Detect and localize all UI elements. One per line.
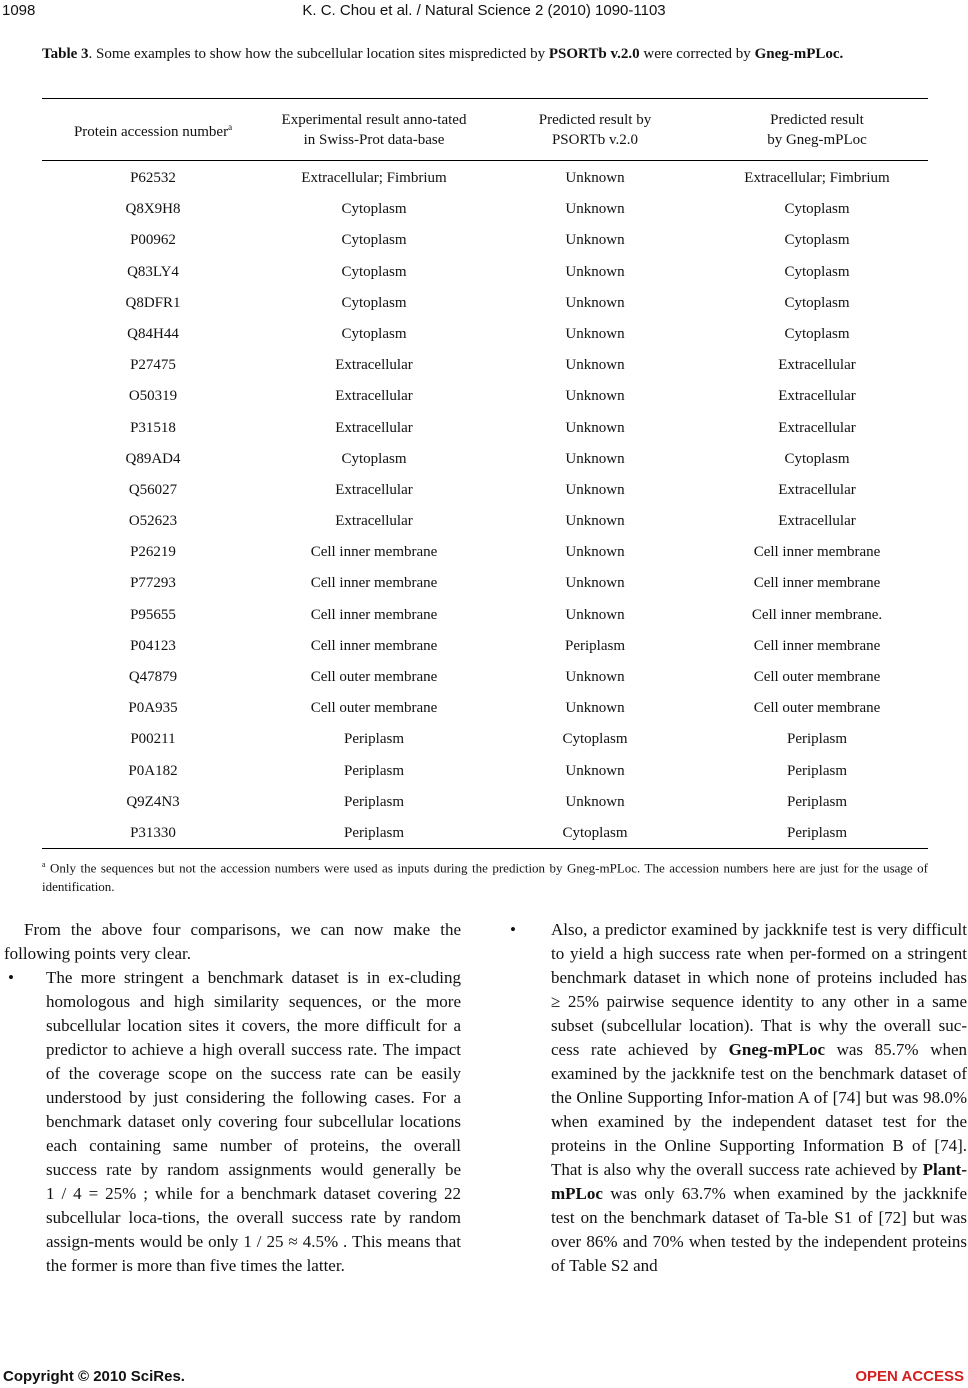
cell-gneg: Cell outer membrane bbox=[753, 700, 881, 717]
cell-accession: Q9Z4N3 bbox=[126, 793, 180, 810]
caption-label: Table 3 bbox=[42, 46, 89, 62]
bullet-dot-icon: • bbox=[8, 968, 14, 987]
cell-psortb: Unknown bbox=[565, 544, 625, 561]
cell-accession: P62532 bbox=[130, 170, 176, 186]
bullet-item-1 bbox=[4, 966, 461, 1278]
caption-text-b: were corrected by bbox=[639, 46, 755, 62]
cell-experimental: Extracellular bbox=[335, 388, 413, 405]
cell-gneg: Cytoplasm bbox=[784, 201, 850, 218]
cell-accession: P26219 bbox=[130, 544, 176, 561]
table-row bbox=[42, 381, 928, 412]
table-row bbox=[42, 756, 928, 787]
header-accession-sup: a bbox=[228, 122, 233, 132]
cell-gneg: Cytoplasm bbox=[784, 294, 850, 311]
cell-gneg: Extracellular bbox=[778, 419, 856, 436]
cell-psortb: Unknown bbox=[565, 575, 625, 592]
header-psortb: Predicted result by PSORTb v.2.0 bbox=[538, 111, 652, 148]
cell-psortb: Unknown bbox=[565, 481, 625, 498]
cell-gneg: Cytoplasm bbox=[784, 232, 850, 249]
cell-psortb: Unknown bbox=[565, 232, 625, 249]
table-row bbox=[42, 444, 928, 475]
cell-experimental: Extracellular bbox=[335, 357, 413, 374]
cell-gneg: Cell inner membrane bbox=[753, 637, 881, 654]
table-row bbox=[42, 257, 928, 288]
cell-accession: O50319 bbox=[128, 388, 178, 405]
cell-psortb: Cytoplasm bbox=[562, 824, 628, 841]
table-row bbox=[42, 662, 928, 693]
page-header bbox=[0, 2, 968, 24]
table-row bbox=[42, 568, 928, 599]
header-experimental: Experimental result anno-tated in Swiss-Prot data-base bbox=[281, 111, 467, 148]
cell-experimental: Periplasm bbox=[344, 762, 404, 779]
cell-accession: P31518 bbox=[130, 419, 176, 436]
cell-experimental: Cytoplasm bbox=[341, 450, 407, 467]
cell-experimental: Cell inner membrane bbox=[310, 575, 438, 592]
header-gneg: Predicted result by Gneg-mPLoc bbox=[767, 111, 867, 148]
table-row bbox=[42, 413, 928, 444]
cell-accession: Q84H44 bbox=[127, 325, 179, 342]
cell-gneg: Cell inner membrane bbox=[753, 575, 881, 592]
cell-psortb: Unknown bbox=[565, 419, 625, 436]
table-row bbox=[42, 537, 928, 568]
bullet2-text-a: Also, a predictor examined by jackknife test is very difficult to yield a high success rate when per-formed on a stringent benchmark dataset in which none of proteins included has bbox=[551, 920, 967, 987]
cell-gneg: Cytoplasm bbox=[784, 263, 850, 280]
bullet-item-2 bbox=[500, 918, 967, 1278]
cell-experimental: Cell inner membrane bbox=[310, 606, 438, 623]
bullet2-text-d: was only 63.7% when examined by the jackknife test on the benchmark dataset of Ta-ble S1 of [72] but was over 86% and 70% when tested by the independent proteins of Table S2 and bbox=[551, 1184, 967, 1275]
cell-gneg: Cell outer membrane bbox=[753, 669, 881, 685]
cell-gneg: Cell inner membrane. bbox=[751, 606, 883, 623]
footnote-text: Only the sequences but not the accession numbers were used as inputs during the prediction by Gneg-mPLoc. The accession numbers here are just for the usage of identification. bbox=[42, 860, 929, 895]
cell-experimental: Cytoplasm bbox=[341, 294, 407, 311]
cell-psortb: Unknown bbox=[565, 263, 625, 280]
table-footnote bbox=[42, 855, 928, 896]
cell-psortb: Unknown bbox=[565, 325, 625, 342]
bullet-dot-icon: • bbox=[510, 920, 516, 939]
table-row bbox=[42, 724, 928, 755]
cell-psortb: Unknown bbox=[565, 201, 625, 218]
table-row bbox=[42, 506, 928, 537]
cell-psortb: Unknown bbox=[565, 357, 625, 374]
table-row bbox=[42, 319, 928, 350]
cell-accession: P31330 bbox=[130, 824, 176, 841]
table-row bbox=[42, 288, 928, 319]
table-row bbox=[42, 350, 928, 381]
cell-gneg: Periplasm bbox=[787, 824, 847, 841]
table-header bbox=[42, 99, 928, 160]
table-bottom-rule bbox=[42, 848, 928, 849]
cell-experimental: Extracellular bbox=[335, 513, 413, 530]
cell-accession: P95655 bbox=[130, 606, 176, 623]
header-accession bbox=[42, 99, 264, 160]
table-row bbox=[42, 600, 928, 631]
cell-experimental: Cell outer membrane bbox=[310, 700, 438, 717]
cell-gneg: Extracellular bbox=[778, 357, 856, 374]
cell-accession: P00211 bbox=[130, 731, 176, 748]
cell-accession: Q8X9H8 bbox=[125, 201, 181, 218]
table-row bbox=[42, 631, 928, 662]
cell-psortb: Unknown bbox=[565, 669, 625, 685]
footer-copyright: Copyright © 2010 SciRes. bbox=[3, 1368, 185, 1385]
table-header-rule bbox=[42, 160, 928, 161]
cell-accession: P0A182 bbox=[128, 762, 178, 779]
cell-accession: P00962 bbox=[130, 232, 176, 249]
footnote-marker: a bbox=[42, 860, 46, 869]
cell-psortb: Unknown bbox=[565, 762, 625, 779]
bullet1-text-a: The more stringent a benchmark dataset is in ex-cluding homologous and high similarity sequences, or the more subcellular location sites it covers, the more difficult for a predictor to achieve a high overall success rate. The impact of the coverage scope on the success rate can be easily understood by just considering the following cases. For a benchmark dataset only covering four subcellular locations each containing same number of proteins, the overall success rate by random assignments would generally be bbox=[46, 968, 461, 1179]
cell-accession: O52623 bbox=[128, 513, 178, 530]
bullet1-text-b: ; while for a benchmark dataset covering 22 subcellular loca-tions, the overall success rate by random assign-ments would be only bbox=[46, 1184, 461, 1251]
caption-bold-psortb: PSORTb v.2.0 bbox=[548, 46, 640, 62]
intro-paragraph: From the above four comparisons, we can now make the following points very clear. bbox=[4, 920, 461, 963]
cell-psortb: Cytoplasm bbox=[562, 731, 628, 748]
bold-plant-mploc: Plant-mPLoc bbox=[551, 1160, 967, 1203]
cell-experimental: Cell outer membrane bbox=[310, 669, 438, 685]
table-caption bbox=[42, 43, 928, 65]
cell-psortb: Unknown bbox=[565, 700, 625, 717]
cell-experimental: Cytoplasm bbox=[341, 325, 407, 342]
cell-experimental: Cytoplasm bbox=[341, 232, 407, 249]
cell-gneg: Cell inner membrane bbox=[753, 544, 881, 561]
caption-bold-gneg: Gneg-mPLoc. bbox=[754, 46, 844, 62]
table-row bbox=[42, 475, 928, 506]
cell-psortb: Unknown bbox=[565, 606, 625, 623]
cell-accession: Q83LY4 bbox=[127, 263, 179, 280]
table-row bbox=[42, 787, 928, 818]
cell-gneg: Periplasm bbox=[787, 731, 847, 748]
math-threshold: ≥ 25% bbox=[551, 992, 600, 1011]
cell-psortb: Periplasm bbox=[565, 637, 625, 654]
table-row bbox=[42, 225, 928, 256]
cell-psortb: Unknown bbox=[565, 793, 625, 810]
cell-gneg: Extracellular bbox=[778, 481, 856, 498]
left-column bbox=[4, 918, 461, 1278]
cell-accession: Q89AD4 bbox=[125, 450, 181, 467]
cell-gneg: Periplasm bbox=[787, 793, 847, 810]
cell-experimental: Extracellular bbox=[335, 481, 413, 498]
cell-gneg: Cytoplasm bbox=[784, 325, 850, 342]
cell-gneg: Extracellular bbox=[778, 513, 856, 530]
cell-experimental: Cytoplasm bbox=[341, 263, 407, 280]
cell-psortb: Unknown bbox=[565, 388, 625, 405]
cell-experimental: Periplasm bbox=[344, 824, 404, 841]
footer-open-access: OPEN ACCESS bbox=[855, 1368, 964, 1385]
math-quarter: 1 / 4 = 25% bbox=[46, 1184, 137, 1203]
cell-psortb: Unknown bbox=[565, 513, 625, 530]
header-accession-label: Protein accession number bbox=[73, 124, 229, 140]
cell-experimental: Extracellular bbox=[335, 419, 413, 436]
running-title: K. C. Chou et al. / Natural Science 2 (2010) 1090-1103 bbox=[302, 2, 666, 19]
cell-psortb: Unknown bbox=[565, 170, 625, 186]
cell-accession: Q8DFR1 bbox=[125, 294, 181, 311]
bold-gneg-mploc: Gneg-mPLoc bbox=[728, 1040, 825, 1059]
cell-gneg: Periplasm bbox=[787, 762, 847, 779]
table-row bbox=[42, 163, 928, 194]
bullet2-text-b: pairwise sequence identity to any other in a same subset (subcellular location). That is why the overall suc-cess rate achieved by bbox=[551, 992, 967, 1059]
cell-experimental: Cell inner membrane bbox=[310, 637, 438, 654]
right-column bbox=[500, 918, 967, 1278]
bullet1-text-c: . This means that the former is more than five times the latter. bbox=[46, 1232, 461, 1275]
math-twenty-fifth: 1 / 25 ≈ 4.5% bbox=[243, 1232, 339, 1251]
table-row bbox=[42, 818, 928, 849]
page-number: 1098 bbox=[2, 2, 36, 19]
caption-text-a: . Some examples to show how the subcellular location sites mispredicted by bbox=[88, 46, 549, 62]
table-body bbox=[42, 163, 928, 849]
cell-accession: P77293 bbox=[130, 575, 176, 592]
table-row bbox=[42, 194, 928, 225]
cell-experimental: Extracellular; Fimbrium bbox=[301, 170, 447, 186]
cell-psortb: Unknown bbox=[565, 450, 625, 467]
bullet2-text-c: was 85.7% when examined by the jackknife test on the benchmark dataset of the Online Supporting Infor-mation A of [74] but was 98.0% when examined by the independent dataset test for the proteins in the Online Supporting Information B of [74]. That is also why the overall success rate achieved by bbox=[551, 1040, 968, 1179]
cell-experimental: Periplasm bbox=[344, 793, 404, 810]
cell-accession: P27475 bbox=[130, 357, 176, 374]
cell-gneg: Extracellular; Fimbrium bbox=[744, 170, 890, 186]
cell-accession: P04123 bbox=[130, 637, 176, 654]
cell-accession: P0A935 bbox=[128, 700, 178, 717]
cell-experimental: Periplasm bbox=[344, 731, 404, 748]
cell-psortb: Unknown bbox=[565, 294, 625, 311]
cell-accession: Q56027 bbox=[128, 481, 178, 498]
cell-experimental: Cell inner membrane bbox=[310, 544, 438, 561]
cell-accession: Q47879 bbox=[128, 669, 178, 685]
cell-gneg: Cytoplasm bbox=[784, 450, 850, 467]
table-row bbox=[42, 693, 928, 724]
cell-gneg: Extracellular bbox=[778, 388, 856, 405]
cell-experimental: Cytoplasm bbox=[341, 201, 407, 218]
